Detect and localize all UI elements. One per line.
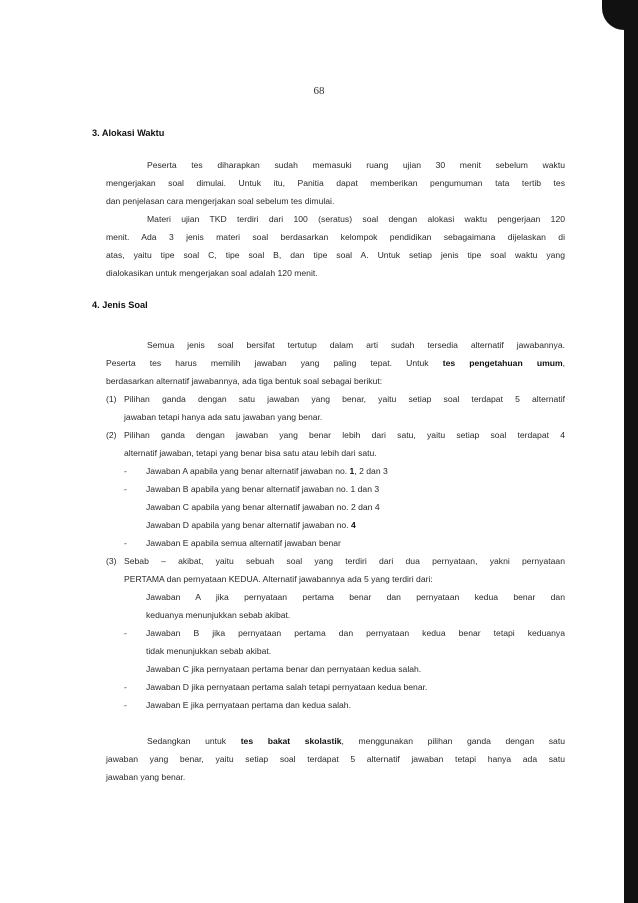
item-3-option-b-line-2: tidak menunjukkan sebab akibat.: [146, 646, 272, 656]
page-number: 68: [313, 85, 325, 97]
item-2-option-a: Jawaban A apabila yang benar alternatif jawaban no. 1, 2 dan 3: [146, 466, 388, 476]
item-1-number: (1): [106, 394, 117, 404]
scan-edge: [624, 0, 638, 903]
closing-line-2: jawaban yang benar, yaitu setiap soal terdapat 5 alternatif jawaban tetapi hanya ada satu: [106, 754, 565, 764]
item-1-line-2: jawaban tetapi hanya ada satu jawaban yang benar.: [124, 412, 323, 422]
scan-edge-notch: [602, 0, 624, 30]
item-3-line-2: PERTAMA dan pernyataan KEDUA. Alternatif jawabannya ada 5 yang terdiri dari:: [124, 574, 433, 584]
section-3-paragraph-2-line-2: menit. Ada 3 jenis materi soal berdasarkan kelompok pendidikan sebagaimana dijelaskan di: [106, 232, 565, 242]
item-2-option-c: Jawaban C apabila yang benar alternatif jawaban no. 2 dan 4: [146, 502, 380, 512]
item-3-option-e: Jawaban E jika pernyataan pertama dan kedua salah.: [146, 700, 351, 710]
item-3-option-d-bullet: -: [124, 682, 127, 692]
item-3-option-b-bullet: -: [124, 628, 127, 638]
section-3-paragraph-2-line-3: atas, yaitu tipe soal C, tipe soal B, dan tipe soal A. Untuk setiap jenis tipe soal waktu yang: [106, 250, 565, 260]
item-2-option-e-bullet: -: [124, 538, 127, 548]
item-2-option-b: Jawaban B apabila yang benar alternatif jawaban no. 1 dan 3: [146, 484, 380, 494]
closing-line-3: jawaban yang benar.: [106, 772, 186, 782]
section-3-paragraph-1-line-3: dan penjelasan cara mengerjakan soal sebelum tes dimulai.: [106, 196, 335, 206]
section-3-heading: 3. Alokasi Waktu: [92, 128, 165, 138]
item-3-option-e-bullet: -: [124, 700, 127, 710]
bold-term-general-knowledge: tes pengetahuan umum: [442, 358, 563, 368]
item-3-option-d: Jawaban D jika pernyataan pertama salah tetapi pernyataan kedua benar.: [146, 682, 428, 692]
item-2-option-d: Jawaban D apabila yang benar alternatif jawaban no. 4: [146, 520, 356, 530]
item-1-line-1: Pilihan ganda dengan satu jawaban yang benar, yaitu setiap soal terdapat 5 alternatif: [124, 394, 565, 404]
item-3-option-b-line-1: Jawaban B jika pernyataan pertama dan pernyataan kedua benar tetapi keduanya: [146, 628, 565, 638]
item-2-line-2: alternatif jawaban, tetapi yang benar bisa satu atau lebih dari satu.: [124, 448, 377, 458]
section-4-heading: 4. Jenis Soal: [92, 300, 148, 310]
item-2-number: (2): [106, 430, 117, 440]
item-2-option-e: Jawaban E apabila semua alternatif jawaban benar: [146, 538, 341, 548]
item-3-option-c: Jawaban C jika pernyataan pertama benar dan pernyataan kedua salah.: [146, 664, 422, 674]
section-4-intro-line-3: berdasarkan alternatif jawabannya, ada tiga bentuk soal sebagai berikut:: [106, 376, 383, 386]
section-4-intro-line-2: Peserta tes harus memilih jawaban yang paling tepat. Untuk tes pengetahuan umum,: [106, 358, 565, 368]
section-3-paragraph-1-line-1: Peserta tes diharapkan sudah memasuki ruang ujian 30 menit sebelum waktu: [147, 160, 565, 170]
bold-term-scholastic-aptitude: tes bakat skolastik: [240, 736, 342, 746]
item-3-line-1: Sebab – akibat, yaitu sebuah soal yang terdiri dari dua pernyataan, yakni pernyataan: [124, 556, 565, 566]
item-3-option-a-line-1: Jawaban A jika pernyataan pertama benar dan pernyataan kedua benar dan: [146, 592, 565, 602]
section-3-paragraph-2-line-4: dialokasikan untuk mengerjakan soal adalah 120 menit.: [106, 268, 318, 278]
section-4-intro-line-1: Semua jenis soal bersifat tertutup dalam arti sudah tersedia alternatif jawabannya.: [147, 340, 565, 350]
section-3-paragraph-2-line-1: Materi ujian TKD terdiri dari 100 (seratus) soal dengan alokasi waktu pengerjaan 120: [147, 214, 565, 224]
closing-line-1: Sedangkan untuk tes bakat skolastik, menggunakan pilihan ganda dengan satu: [147, 736, 565, 746]
item-3-option-a-line-2: keduanya menunjukkan sebab akibat.: [146, 610, 291, 620]
item-2-option-b-bullet: -: [124, 484, 127, 494]
section-3-paragraph-1-line-2: mengerjakan soal dimulai. Untuk itu, Panitia dapat memberikan pengumuman tata tertib tes: [106, 178, 565, 188]
item-2-option-a-bullet: -: [124, 466, 127, 476]
item-2-line-1: Pilihan ganda dengan jawaban yang benar lebih dari satu, yaitu setiap soal terdapat 4: [124, 430, 565, 440]
item-3-number: (3): [106, 556, 117, 566]
